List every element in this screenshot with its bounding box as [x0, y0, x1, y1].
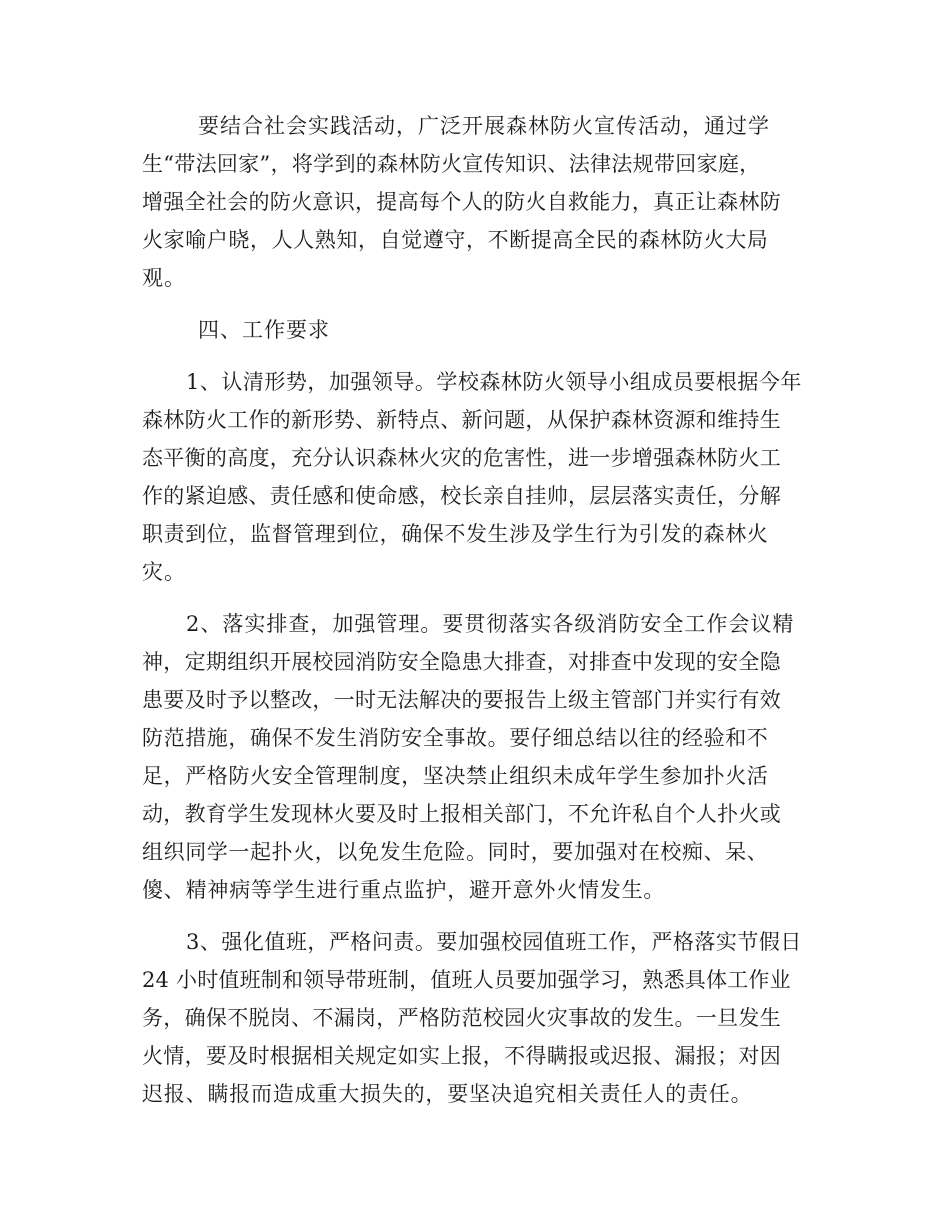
text-line: 患要及时予以整改，一时无法解决的要报告上级主管部门并实行有效 [142, 688, 781, 712]
text-line: 防范措施，确保不发生消防安全事故。要仔细总结以往的经验和不 [142, 726, 769, 750]
text-line: 神，定期组织开展校园消防安全隐患大排查，对排查中发现的安全隐 [142, 650, 781, 674]
text-line: 火情，要及时根据相关规定如实上报，不得瞒报或迟报、漏报；对因 [142, 1044, 781, 1068]
text-line: 观。 [142, 266, 186, 290]
section-heading: 四、工作要求 [198, 318, 330, 342]
text-line: 态平衡的高度，充分认识森林火灾的危害性，进一步增强森林防火工 [142, 446, 781, 470]
text-line: 迟报、瞒报而造成重大损失的，要坚决追究相关责任人的责任。 [142, 1082, 753, 1106]
text-line: 动，教育学生发现林火要及时上报相关部门，不允许私自个人扑火或 [142, 802, 781, 826]
text-line: 要结合社会实践活动，广泛开展森林防火宣传活动，通过学 [198, 114, 770, 138]
text-line: 职责到位，监督管理到位，确保不发生涉及学生行为引发的森林火 [142, 522, 769, 546]
text-line: 火家喻户晓，人人熟知，自觉遵守，不断提高全民的森林防火大局 [142, 228, 769, 252]
text-line: 足，严格防火安全管理制度，坚决禁止组织未成年学生参加扑火活 [142, 764, 769, 788]
text-line: 务，确保不脱岗、不漏岗，严格防范校园火灾事故的发生。一旦发生 [142, 1006, 781, 1030]
text-line: 2、落实排查，加强管理。要贯彻落实各级消防安全工作会议精 [186, 612, 795, 636]
text-line: 生“带法回家”，将学到的森林防火宣传知识、法律法规带回家庭， [142, 152, 761, 176]
text-line: 傻、精神病等学生进行重点监护，避开意外火情发生。 [142, 878, 666, 902]
text-line: 组织同学一起扑火，以免发生危险。同时，要加强对在校痴、呆、 [142, 840, 769, 864]
text-line: 作的紧迫感、责任感和使命感，校长亲自挂帅，层层落实责任，分解 [142, 484, 781, 508]
text-line: 24 小时值班制和领导带班制，值班人员要加强学习，熟悉具体工作业 [142, 968, 791, 992]
text-line: 增强全社会的防火意识，提高每个人的防火自救能力，真正让森林防 [142, 190, 781, 214]
text-line: 3、强化值班，严格问责。要加强校园值班工作，严格落实节假日 [186, 930, 802, 954]
text-line: 森林防火工作的新形势、新特点、新问题，从保护森林资源和维持生 [142, 408, 781, 432]
text-line: 灾。 [142, 560, 186, 584]
text-line: 1、认清形势，加强领导。学校森林防火领导小组成员要根据今年 [186, 370, 802, 394]
